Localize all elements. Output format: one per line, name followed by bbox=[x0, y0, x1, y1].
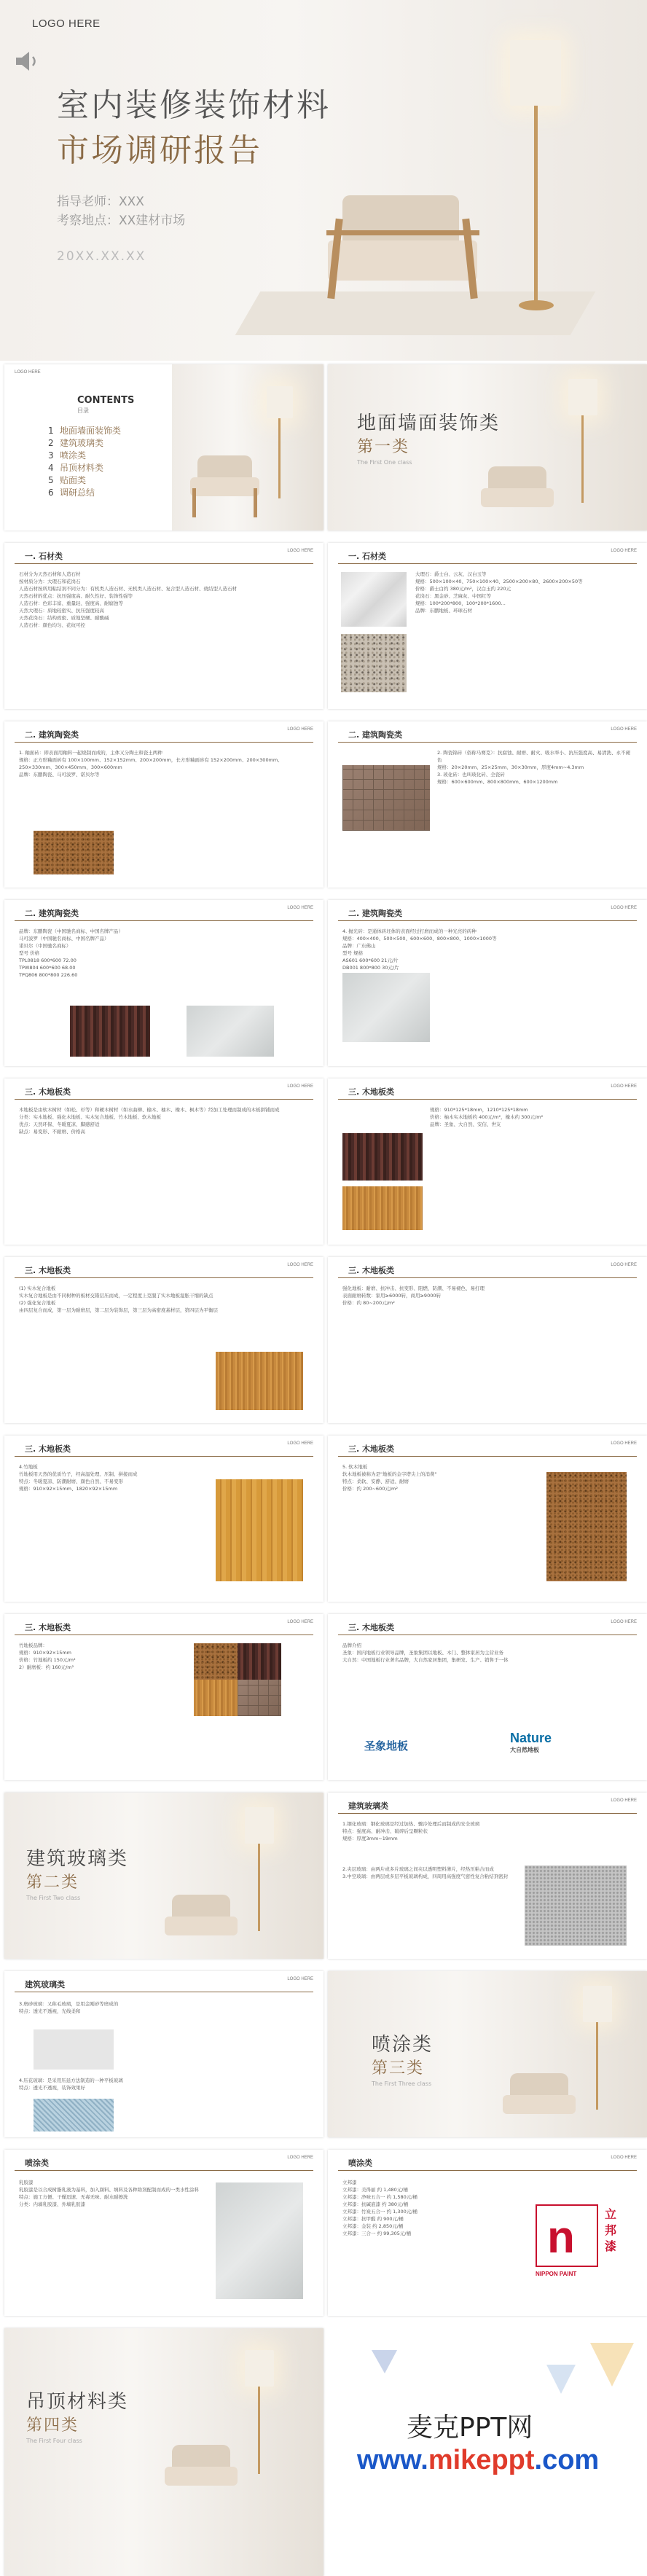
nature-logo-en: Nature bbox=[510, 1731, 552, 1745]
slide-logo: LOGO HERE bbox=[287, 1263, 313, 1267]
cover-teacher: 指导老师：XXX bbox=[57, 195, 144, 209]
contents-item-label: 调研总结 bbox=[60, 488, 95, 498]
paint-price-list: 立邦漆 立邦漆：美得丽 约 1,480元/桶 立邦漆：净味五合一 约 1,580元/桶 立邦漆：抗碱底漆 约 380元/桶 立邦漆：竹炭五合一 约 1,300元/桶 立邦漆：抗甲醛 约 900元/桶 立邦漆：金装 约 2,850元/桶 立邦漆：三合一 约 99,305元/桶 bbox=[342, 2180, 417, 2236]
slide-logo: LOGO HERE bbox=[287, 549, 313, 553]
stone-slide-2 bbox=[328, 543, 647, 709]
frosted-glass-swatch bbox=[34, 2029, 114, 2070]
section2-sub: The First Two class bbox=[26, 1895, 81, 1901]
cover-title-line2: 市场调研报告 bbox=[57, 132, 262, 169]
wood-slide-2 bbox=[328, 1078, 647, 1245]
slide-logo: LOGO HERE bbox=[611, 1620, 637, 1624]
paint-slide-2 bbox=[328, 2150, 647, 2316]
wood-slide-7 bbox=[4, 1614, 324, 1780]
contents-title: CONTENTS bbox=[77, 395, 135, 406]
wood-floor-swatch-2 bbox=[342, 1186, 423, 1230]
slide-logo: LOGO HERE bbox=[287, 1620, 313, 1624]
speaker-icon[interactable] bbox=[13, 50, 42, 73]
polished-tile-swatch bbox=[342, 973, 430, 1042]
section3-slide bbox=[328, 1971, 647, 2137]
cover-logo: LOGO HERE bbox=[32, 17, 101, 30]
section2-title: 建筑玻璃类 bbox=[26, 1848, 129, 1870]
slide-logo: LOGO HERE bbox=[287, 906, 313, 910]
slide-heading: 三. 木地板类 bbox=[348, 1087, 395, 1097]
contents-item-number: 6 bbox=[48, 488, 54, 498]
contents-item-label: 吊顶材料类 bbox=[60, 463, 104, 473]
slide-heading: 喷涂类 bbox=[25, 2158, 49, 2168]
slide-heading: 三. 木地板类 bbox=[348, 1623, 395, 1632]
ceramic-brand-table: 品牌：东鹏陶瓷（中国驰名商标、中国名牌产品） 马可波罗（中国驰名商标、中国名牌产品） 诺贝尔（中国驰名商标） 型号 价格 TPL0818 600*600 72.00 TPW804 600*600 68.00 TPQ806 800*800 226.60 bbox=[19, 928, 123, 978]
slide-heading: 三. 木地板类 bbox=[348, 1444, 395, 1454]
wood-slide-6 bbox=[328, 1436, 647, 1602]
glass-slide-1 bbox=[328, 1793, 647, 1959]
contents-slide bbox=[4, 364, 324, 531]
marble-swatch bbox=[341, 572, 407, 627]
slide-logo: LOGO HERE bbox=[611, 727, 637, 732]
section1-slide bbox=[328, 364, 647, 531]
cork-floor-swatch bbox=[546, 1472, 627, 1581]
section2-slide bbox=[4, 1793, 324, 1959]
tile-swatch bbox=[34, 831, 114, 874]
cover-slide bbox=[0, 0, 647, 361]
slide-heading: 三. 木地板类 bbox=[348, 1266, 395, 1275]
stone-text-right: 大理石：爵士白、云灰、汉白玉等 规格：500×100×40、750×100×40、2500×200×80、2600×200×50等 价格：爵士白约 380元/m²，汉白玉约 220元 花岗石：黑金砂、芝麻灰、中国红等 规格：100*200*800，100*200*1600... 品牌：东鹏地板、环球石材 bbox=[415, 571, 583, 614]
slide-logo: LOGO HERE bbox=[611, 1441, 637, 1446]
granite-swatch bbox=[341, 634, 407, 692]
glass-text-4: 4.压花玻璃：是采用压延方法制造的一种平板玻璃 特点：透光不透视，装饰效果好 bbox=[19, 2078, 123, 2091]
contents-item[interactable] bbox=[48, 474, 86, 486]
contents-item-label: 喷涂类 bbox=[60, 450, 87, 461]
ceramic-slide-2 bbox=[328, 721, 647, 888]
wood-text-6: 5. 软木地板 软木地板被称为是"地板的金字塔尖上的消费" 特点：柔软、安静、舒适、耐磨 价格：约 200~600元/m² bbox=[342, 1464, 437, 1492]
section1-number: 第一类 bbox=[357, 438, 410, 456]
section4-title: 吊顶材料类 bbox=[26, 2391, 129, 2413]
ceramic-slide-4 bbox=[328, 900, 647, 1066]
wood-text-4: 强化地板：耐磨、抗冲击、抗变形、阻燃、防潮、不易褪色、易打理 表面耐磨转数：家用≥6000转，商用≥9000转 价格：约 80~200元/m² bbox=[342, 1285, 485, 1306]
slide-heading: 三. 木地板类 bbox=[25, 1623, 71, 1632]
slide-heading: 二. 建筑陶瓷类 bbox=[25, 909, 79, 918]
contents-item-number: 1 bbox=[48, 426, 54, 436]
section4-sub: The First Four class bbox=[26, 2438, 82, 2444]
wood-slide-4 bbox=[328, 1257, 647, 1423]
ceramic-text-polished: 4. 抛光砖：是通体砖坯体的表面经过打磨而成的一种光亮的砖种 规格：400×400、500×500、600×600、800×800、1000×1000等 品牌：广东佛山 型号 规格 AS601 600*600 21元/片 DB001 800*800 30元/片 bbox=[342, 928, 497, 971]
ad-url-prefix: www. bbox=[357, 2445, 428, 2475]
wood-slide-8 bbox=[328, 1614, 647, 1780]
contents-item[interactable] bbox=[48, 436, 103, 449]
glass-slide-2 bbox=[4, 1971, 324, 2137]
slide-logo: LOGO HERE bbox=[611, 1798, 637, 1803]
slide-heading: 三. 木地板类 bbox=[25, 1087, 71, 1097]
ad-decoration bbox=[328, 2328, 647, 2416]
ad-url-domain: mikeppt bbox=[428, 2445, 535, 2475]
cover-date: 20XX.XX.XX bbox=[57, 249, 146, 264]
brand-intro-text: 品牌介绍 圣象：国内地板行业领导品牌，圣象集团以地板、木门、整体家居为主营业务 大自然：中国地板行业著名品牌，大自然家居集团，集研发、生产、销售于一体 bbox=[342, 1643, 509, 1663]
contents-item[interactable] bbox=[48, 461, 103, 474]
slide-logo: LOGO HERE bbox=[287, 727, 313, 732]
cover-location: 考察地点：XX建材市场 bbox=[57, 214, 186, 228]
contents-item-number: 2 bbox=[48, 438, 54, 448]
slide-logo: LOGO HERE bbox=[287, 2156, 313, 2160]
slide-logo: LOGO HERE bbox=[611, 549, 637, 553]
slide-logo: LOGO HERE bbox=[611, 1084, 637, 1089]
contents-item[interactable] bbox=[48, 486, 95, 498]
section1-sub: The First One class bbox=[357, 459, 412, 466]
nippon-logo-en: NIPPON PAINT bbox=[536, 2271, 577, 2277]
ad-site-name: 麦克PPT网 bbox=[407, 2413, 533, 2443]
wood-slide-5 bbox=[4, 1436, 324, 1602]
bamboo-floor-swatch bbox=[216, 1479, 303, 1581]
section3-sub: The First Three class bbox=[372, 2080, 432, 2087]
cover-title-line1: 室内装修装饰材料 bbox=[57, 87, 331, 124]
ceramic-slide-1 bbox=[4, 721, 324, 888]
contents-item-number: 3 bbox=[48, 450, 54, 461]
slide-logo: LOGO HERE bbox=[611, 906, 637, 910]
slide-heading: 二. 建筑陶瓷类 bbox=[348, 730, 403, 740]
section4-slide bbox=[4, 2328, 324, 2576]
slide-logo: LOGO HERE bbox=[287, 1084, 313, 1089]
contents-subtitle: 目录 bbox=[77, 407, 89, 414]
ceramic-text-left: 1. 釉面砖：即表面用釉料一起烧制而成的，主体又分陶土和瓷土两种 规格：正方形釉面砖有 100×100mm、152×152mm、200×200mm，长方形釉面砖有 152×200mm、200×300mm、250×330mm、300×450mm、300×600mm 品牌：东鹏陶瓷、马可波罗、诺贝尔等 bbox=[19, 750, 283, 778]
glass-text-3: 3.磨砂玻璃：又称毛玻璃，是用金刚砂等磨成的 特点：透光不透视，光线柔和 bbox=[19, 2001, 119, 2014]
section3-number: 第三类 bbox=[372, 2059, 425, 2078]
composite-floor-swatch bbox=[216, 1352, 303, 1410]
wood-text-5: 4.竹地板 竹地板用天然的优质竹子，经高温处理、压制、拼接而成 特点：冬暖夏凉、防潮耐磨、颜色自然、不易变形 规格：910×92×15mm、1820×92×15mm bbox=[19, 1464, 138, 1492]
stone-text-left: 石材分为天然石材和人造石材 按材质分为：大理石和花岗石 人造石材按所用粘结剂不同分为：有机类人造石材、无机类人造石材、复合型人造石材、烧结型人造石材 天然石材的优点：抗压强度高、耐久性好、装饰性强等 人造石材：色彩丰富、重量轻、强度高、耐腐蚀等 天然大理石：质地较密实、抗压强度较高 天然花岗石：结构致密、质地坚硬、耐酸碱 人造石材：颜色均匀、花纹可控 bbox=[19, 571, 237, 628]
laminated-glass-swatch bbox=[525, 1866, 627, 1946]
stone-slide-1 bbox=[4, 543, 324, 709]
slide-heading: 三. 木地板类 bbox=[25, 1266, 71, 1275]
wood-text-3: (1) 实木复合地板 实木复合地板是由不同树种的板材交错层压而成，一定程度上克服了实木地板湿胀干缩的缺点 (2) 强化复合地板 由四层复合而成，第一层为耐磨层，第二层为装饰层，第三层为高密度基材层，第四层为平衡层 bbox=[19, 1285, 218, 1313]
dark-tile-swatch bbox=[70, 1006, 150, 1057]
shengxiang-logo: 圣象地板 bbox=[364, 1739, 409, 1753]
slide-logo: LOGO HERE bbox=[611, 2156, 637, 2160]
wood-slide-1 bbox=[4, 1078, 324, 1245]
slide-heading: 一. 石材类 bbox=[25, 552, 63, 561]
latex-paint-photo bbox=[216, 2182, 303, 2299]
contents-item-label: 地面墙面装饰类 bbox=[60, 426, 122, 436]
slide-logo: LOGO HERE bbox=[15, 370, 41, 375]
paint-text-1: 乳胶漆 乳胶漆是以合成树脂乳液为基料，加入颜料、填料及各种助剂配制而成的一类水性涂料 特点：施工方便、干燥迅速、无毒无味、耐水耐擦洗 分类：内墙乳胶漆、外墙乳胶漆 bbox=[19, 2180, 199, 2207]
slide-heading: 喷涂类 bbox=[348, 2158, 372, 2168]
contents-item-number: 4 bbox=[48, 463, 54, 473]
slide-heading: 建筑玻璃类 bbox=[25, 1980, 65, 1989]
section2-number: 第二类 bbox=[26, 1874, 79, 1892]
slide-logo: LOGO HERE bbox=[611, 1263, 637, 1267]
paint-slide-1 bbox=[4, 2150, 324, 2316]
nippon-logo: n bbox=[536, 2204, 598, 2267]
contents-item[interactable] bbox=[48, 424, 121, 436]
glass-text-1: 1.钢化玻璃：钢化玻璃是经过加热、骤冷处理后而制成的安全玻璃 特点：强度高、耐冲击、破碎后呈颗粒状 规格：厚度3mm~19mm bbox=[342, 1821, 480, 1841]
nippon-logo-cn: 立邦漆 bbox=[605, 2207, 617, 2253]
slide-heading: 一. 石材类 bbox=[348, 552, 387, 561]
slide-heading: 二. 建筑陶瓷类 bbox=[25, 730, 79, 740]
glass-text-2: 2.夹层玻璃：由两片或多片玻璃之间夹以透明塑料薄片，经热压粘合而成 3.中空玻璃：由两层或多层平板玻璃构成，四周用高强度气密性复合粘结剂密封 bbox=[342, 1866, 509, 1879]
contents-item-label: 建筑玻璃类 bbox=[60, 438, 104, 448]
section4-number: 第四类 bbox=[26, 2416, 79, 2435]
slide-heading: 二. 建筑陶瓷类 bbox=[348, 909, 403, 918]
wood-text-7: 竹地板品牌： 规格：910×92×15mm 价格：竹地板约 150元/m² 2）耐磨板：约 160元/m² bbox=[19, 1643, 76, 1670]
ceramic-text-right: 2. 陶瓷锦砖（俗称马赛克）：抗腐蚀、耐磨、耐火、吸水率小、抗压强度高、易清洗、永不褪色 规格：20×20mm、25×25mm、30×30mm，厚度4mm~4.3mm 3. 玻化砖：也叫玻化砖、全瓷砖 规格：600×600mm、800×800mm、600×1200mm bbox=[437, 750, 631, 785]
ad-url-suffix: .com bbox=[534, 2445, 600, 2475]
wood-floor-swatch bbox=[342, 1133, 423, 1181]
contents-item[interactable] bbox=[48, 449, 86, 461]
nature-logo bbox=[510, 1731, 552, 1754]
contents-item-number: 5 bbox=[48, 475, 54, 485]
slide-logo: LOGO HERE bbox=[287, 1977, 313, 1981]
patterned-glass-swatch bbox=[34, 2099, 114, 2131]
ceramic-slide-3 bbox=[4, 900, 324, 1066]
slide-heading: 建筑玻璃类 bbox=[348, 1801, 388, 1811]
nature-logo-cn: 大自然地板 bbox=[510, 1747, 539, 1753]
contents-item-label: 贴面类 bbox=[60, 475, 87, 485]
section1-title: 地面墙面装饰类 bbox=[357, 412, 501, 434]
gray-tile-swatch bbox=[187, 1006, 274, 1057]
mosaic-swatch bbox=[342, 765, 430, 831]
wood-text-2: 规格：910*125*18mm，1210*125*18mm 价格：柚木实木地板约 400元/m²，橡木约 300元/m² 品牌：圣象、大自然、安信、世友 bbox=[430, 1107, 544, 1127]
wood-slide-3 bbox=[4, 1257, 324, 1423]
slide-heading: 三. 木地板类 bbox=[25, 1444, 71, 1454]
ad-url[interactable] bbox=[357, 2445, 599, 2476]
ad-block[interactable] bbox=[328, 2328, 647, 2576]
wood-text-1: 木地板是由软木树材（如松、杉等）和硬木树材（如水曲柳、榆木、柚木、橡木、枫木等）经加工处理而制成的木板拼铺而成 分类：实木地板、强化木地板、实木复合地板、竹木地板、软木地板 优点：天然环保、冬暖夏凉、脚感舒适 缺点：易变形、不耐磨、价格高 bbox=[19, 1107, 280, 1135]
section3-title: 喷涂类 bbox=[372, 2034, 434, 2056]
slide-logo: LOGO HERE bbox=[287, 1441, 313, 1446]
